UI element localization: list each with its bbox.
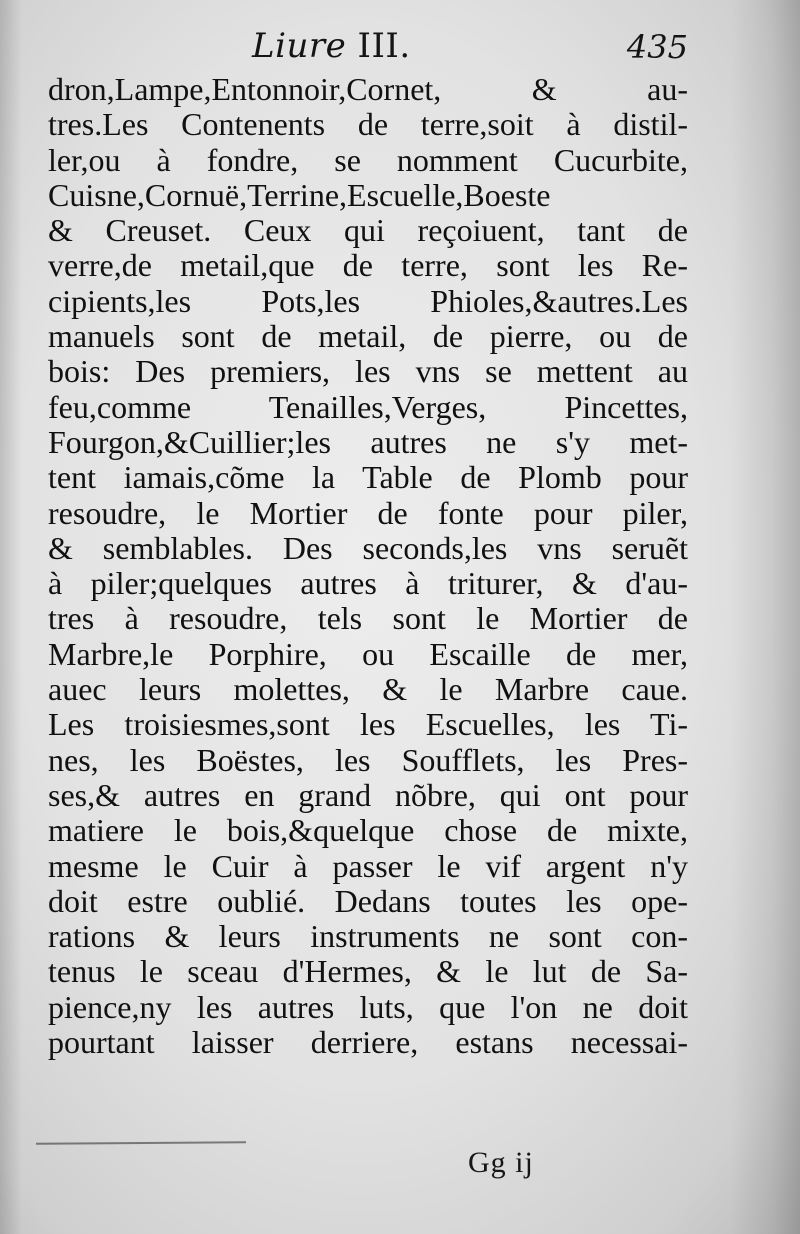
text-line: ler,ou à fondre, se nomment Cucurbite, [48, 141, 688, 178]
text-line: auec leurs molettes, & le Marbre caue. [48, 671, 688, 708]
text-line: manuels sont de metail, de pierre, ou de [48, 318, 688, 355]
text-line: pourtant laisser derriere, estans necessai- [48, 1024, 688, 1061]
text-line: mesme le Cuir à passer le vif argent n'y [48, 847, 688, 884]
running-title-book: Liure [252, 26, 347, 66]
text-line: à piler;quelques autres à triturer, & d'au- [48, 565, 688, 602]
text-line: cipients,les Pots,les Phioles,&autres.Les [48, 282, 688, 319]
body-text [48, 72, 688, 1060]
page-gutter-shadow [0, 0, 22, 1234]
signature-mark: Gg ij [468, 1146, 534, 1179]
running-header [48, 22, 688, 72]
text-line: tres à resoudre, tels sont le Mortier de [48, 600, 688, 637]
text-line: Marbre,le Porphire, ou Escaille de mer, [48, 635, 688, 672]
text-line: & Creuset. Ceux qui reçoiuent, tant de [48, 212, 688, 249]
text-line: bois: Des premiers, les vns se mettent au [48, 353, 688, 390]
running-title-number: III. [357, 26, 411, 66]
text-line: verre,de metail,que de terre, sont les Re- [48, 247, 688, 284]
text-line: resoudre, le Mortier de fonte pour piler, [48, 494, 688, 531]
text-line: Fourgon,&Cuillier;les autres ne s'y met- [48, 423, 688, 460]
text-line: feu,comme Tenailles,Verges, Pincettes, [48, 388, 688, 425]
text-line: tres.Les Contenents de terre,soit à distil- [48, 106, 688, 143]
text-line: nes, les Boëstes, les Soufflets, les Pres- [48, 741, 688, 778]
text-line: matiere le bois,&quelque chose de mixte, [48, 812, 688, 849]
text-line: ses,& autres en grand nõbre, qui ont pour [48, 776, 688, 813]
text-line: & semblables. Des seconds,les vns seruẽt [48, 529, 688, 566]
text-line: doit estre oublié. Dedans toutes les ope- [48, 882, 688, 919]
text-line: tent iamais,cõme la Table de Plomb pour [48, 459, 688, 496]
ink-stroke [36, 1141, 246, 1144]
text-line: tenus le sceau d'Hermes, & le lut de Sa- [48, 953, 688, 990]
text-line: rations & leurs instruments ne sont con- [48, 918, 688, 955]
text-line: dron,Lampe,Entonnoir,Cornet, & au- [48, 71, 688, 107]
running-title [252, 26, 411, 66]
text-line: Cuisne,Cornuë,Terrine,Escuelle,Boeste [48, 176, 551, 213]
text-line: Les troisiesmes,sont les Escuelles, les Ti- [48, 706, 688, 743]
page-number: 435 [626, 28, 688, 66]
text-line: pience,ny les autres luts, que l'on ne doit [48, 988, 688, 1025]
page-edge-shadow [730, 0, 800, 1234]
